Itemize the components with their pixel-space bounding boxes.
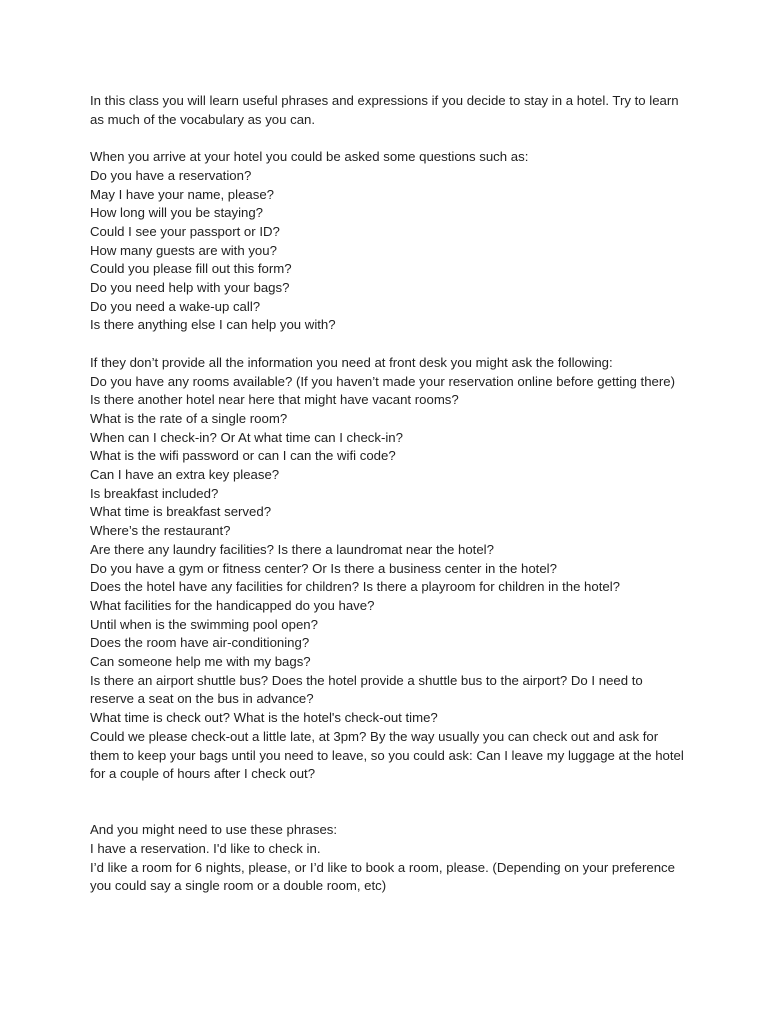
- arrival-heading: When you arrive at your hotel you could be asked some questions such as:: [90, 149, 529, 165]
- arrival-question: Could you please fill out this form?: [90, 261, 292, 277]
- front-desk-question: Could we please check-out a little late, at 3pm? By the way usually you can check out and ask for them to keep your bags until you need to leave, so you could ask: Can I leave my luggage at the hotel for a couple of hours after I check out?: [90, 728, 684, 782]
- front-desk-question: Can someone help me with my bags?: [90, 654, 311, 670]
- arrival-question: May I have your name, please?: [90, 186, 274, 202]
- front-desk-question: Is there another hotel near here that might have vacant rooms?: [90, 392, 459, 408]
- intro-paragraph: In this class you will learn useful phrases and expressions if you decide to stay in a hotel. Try to learn as much of the vocabulary as you can.: [90, 93, 679, 127]
- arrival-question: How long will you be staying?: [90, 205, 263, 221]
- document-page: [90, 92, 690, 915]
- arrival-question: Could I see your passport or ID?: [90, 223, 280, 239]
- front-desk-heading: If they don’t provide all the information you need at front desk you might ask the following:: [90, 354, 613, 370]
- front-desk-question: Do you have any rooms available? (If you haven’t made your reservation online before getting there): [90, 373, 675, 389]
- arrival-question: Do you need a wake-up call?: [90, 298, 261, 314]
- front-desk-question: Does the room have air-conditioning?: [90, 635, 310, 651]
- front-desk-question: Is there an airport shuttle bus? Does the hotel provide a shuttle bus to the airport? Do I need to reserve a seat on the bus in advance?: [90, 672, 643, 707]
- front-desk-question: Can I have an extra key please?: [90, 467, 280, 483]
- front-desk-question: Do you have a gym or fitness center? Or Is there a business center in the hotel?: [90, 560, 557, 576]
- phrase-item: I have a reservation. I'd like to check in.: [90, 841, 321, 857]
- front-desk-section: [90, 354, 690, 784]
- phrase-item: I’d like a room for 6 nights, please, or I’d like to book a room, please. (Depending on your preference you could say a single room or a double room, etc): [90, 859, 675, 894]
- front-desk-question: What facilities for the handicapped do you have?: [90, 597, 375, 613]
- arrival-question: How many guests are with you?: [90, 242, 277, 258]
- phrases-heading: And you might need to use these phrases:: [90, 822, 338, 838]
- front-desk-question: What is the wifi password or can I can the wifi code?: [90, 448, 396, 464]
- arrival-section: [90, 148, 690, 335]
- front-desk-question: Are there any laundry facilities? Is there a laundromat near the hotel?: [90, 541, 494, 557]
- phrases-section: [90, 821, 690, 896]
- front-desk-question: What is the rate of a single room?: [90, 410, 288, 426]
- front-desk-question: Does the hotel have any facilities for children? Is there a playroom for children in the hotel?: [90, 579, 620, 595]
- front-desk-question: When can I check-in? Or At what time can I check-in?: [90, 429, 403, 445]
- front-desk-question: What time is check out? What is the hotel's check-out time?: [90, 710, 438, 726]
- front-desk-question: What time is breakfast served?: [90, 504, 272, 520]
- front-desk-question: Where’s the restaurant?: [90, 523, 231, 539]
- arrival-question: Do you have a reservation?: [90, 167, 252, 183]
- front-desk-question: Until when is the swimming pool open?: [90, 616, 318, 632]
- front-desk-question: Is breakfast included?: [90, 485, 219, 501]
- arrival-question: Do you need help with your bags?: [90, 280, 290, 296]
- arrival-question: Is there anything else I can help you with?: [90, 317, 336, 333]
